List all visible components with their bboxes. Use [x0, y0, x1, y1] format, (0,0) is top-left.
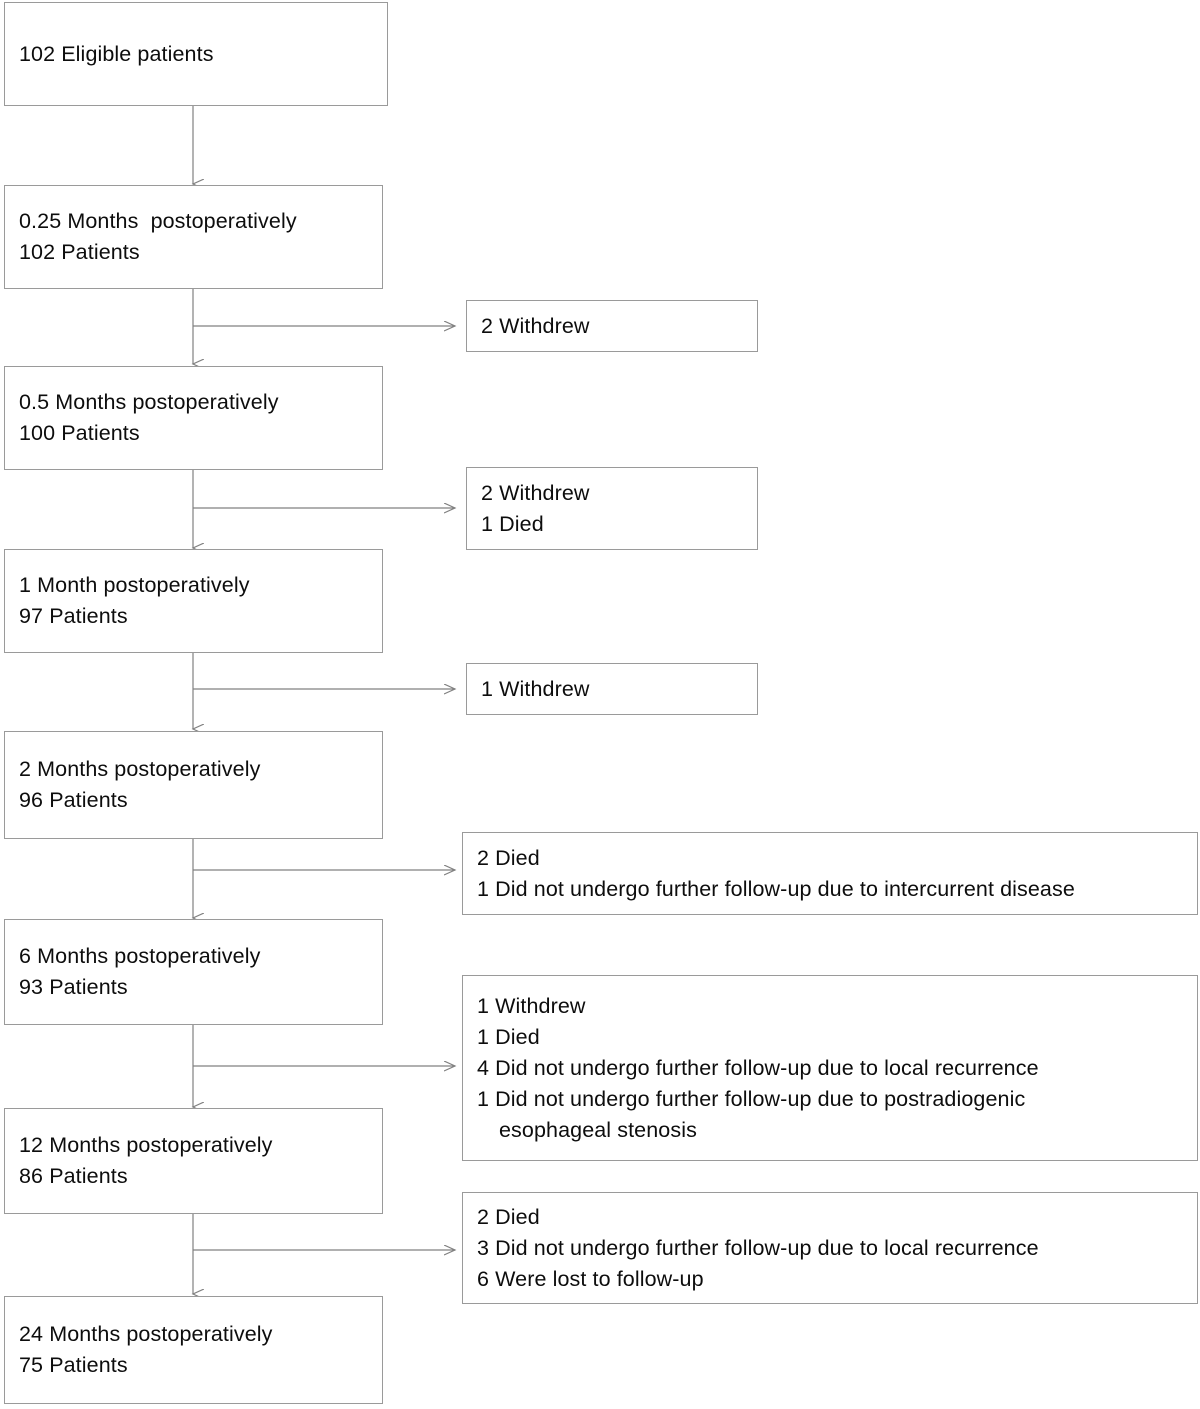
node-line: 2 Withdrew — [481, 313, 590, 338]
node-exclusion-after-0-5-months — [466, 467, 758, 550]
node-line: 2 Died — [477, 845, 540, 870]
node-exclusion-after-6-months — [462, 975, 1198, 1161]
node-line: 2 Months postoperatively — [19, 757, 261, 781]
node-eligible-patients — [4, 2, 388, 106]
node-line: 93 Patients — [19, 975, 128, 999]
node-12-months — [4, 1108, 383, 1214]
node-line: 6 Months postoperatively — [19, 944, 261, 968]
node-2-months — [4, 731, 383, 839]
node-exclusion-after-0-25-months — [466, 300, 758, 352]
node-line: 1 Died — [481, 511, 544, 536]
node-line: 1 Did not undergo further follow-up due to intercurrent disease — [477, 876, 1075, 901]
node-line: 3 Did not undergo further follow-up due to local recurrence — [477, 1235, 1039, 1260]
node-1-month — [4, 549, 383, 653]
node-line: 102 Patients — [19, 240, 140, 264]
node-24-months — [4, 1296, 383, 1404]
node-line: 2 Withdrew — [481, 480, 590, 505]
node-line: 100 Patients — [19, 421, 140, 445]
node-6-months — [4, 919, 383, 1025]
node-line: 75 Patients — [19, 1353, 128, 1377]
node-line: 0.25 Months postoperatively — [19, 209, 297, 233]
node-line: 1 Died — [477, 1024, 540, 1049]
node-line: 1 Withdrew — [477, 993, 586, 1018]
node-line: 96 Patients — [19, 788, 128, 812]
node-line: 1 Did not undergo further follow-up due to postradiogenic — [477, 1086, 1026, 1111]
node-exclusion-after-1-month — [466, 663, 758, 715]
node-line: 97 Patients — [19, 604, 128, 628]
node-line: 4 Did not undergo further follow-up due to local recurrence — [477, 1055, 1039, 1080]
node-line: 12 Months postoperatively — [19, 1133, 273, 1157]
node-line: 86 Patients — [19, 1164, 128, 1188]
node-line: 0.5 Months postoperatively — [19, 390, 279, 414]
node-line: 1 Month postoperatively — [19, 573, 250, 597]
node-exclusion-after-2-months — [462, 832, 1198, 915]
node-line: 24 Months postoperatively — [19, 1322, 273, 1346]
node-line: 6 Were lost to follow-up — [477, 1266, 704, 1291]
node-line: 2 Died — [477, 1204, 540, 1229]
node-line: 1 Withdrew — [481, 676, 590, 701]
node-exclusion-after-12-months — [462, 1192, 1198, 1304]
node-0-5-months — [4, 366, 383, 470]
node-line: esophageal stenosis — [499, 1117, 697, 1142]
node-line: 102 Eligible patients — [19, 41, 214, 66]
node-0-25-months — [4, 185, 383, 289]
